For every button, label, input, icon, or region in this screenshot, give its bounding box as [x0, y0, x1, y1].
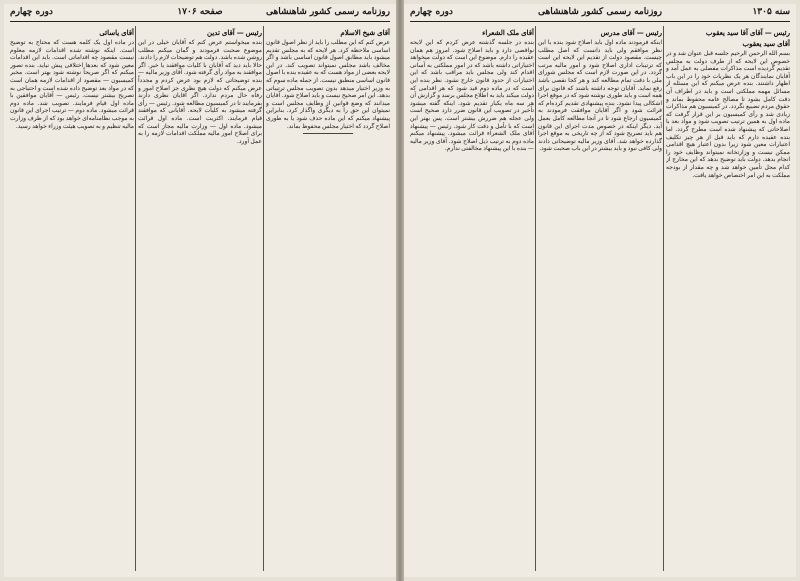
left-header-title: روزنامه رسمی کشور شاهنشاهی	[266, 7, 390, 17]
right-page	[404, 4, 796, 577]
column-text: بسم الله الرحمن الرحیم جلسه قبل عنوان شد و در خصوص این لایحه که از طرف دولت به مجلس تقدیم گردیده است مذاکرات مفصلی به عمل آمد و آقایان نمایندگان هر یک نظریات خود را در این باب اظهار داشتند. بنده عرض میکنم که این مسئله از مسائل مهمه مملکتی است و باید در اطراف آن دقت کامل بشود تا مصالح عامه محفوظ بماند و حقوق مردم تضییع نگردد. در کمیسیون هم مذاکرات زیادی شد و رأی کمیسیون بر این قرار گرفت که ماده اول به همین ترتیب تصویب شود و مواد بعد با اصلاحاتی که پیشنهاد شده است مطرح گردد. اما بنده عقیده دارم که باید قبل از هر چیز تکلیف اعتبارات معین شود زیرا بدون اعتبار هیچ اقدامی ممکن نیست و وزارتخانه نمیتواند وظایف خود را انجام بدهد. دولت باید توضیح بدهد که این مخارج از کدام محل تأمین خواهد شد و چه مقدار از بودجه مملکت به این امر اختصاص خواهد یافت.	[666, 50, 790, 179]
column-text: اینکه فرمودند ماده اول باید اصلاح شود بنده با این نظر موافقم ولی باید دانست که اصل مطلب چیست. مقصود دولت از تقدیم این لایحه این است که ترتیبات اداری اصلاح شود و امور مالیه مرتب گردد. در این صورت لازم است که مجلس شورای ملی با دقت تمام مطالعه کند و هر کجا نقصی باشد رفع نماید. آقایان توجه داشته باشند که قانون برای همه است و باید طوری نوشته شود که در موقع اجرا اشکالی پیدا نشود. بنده پیشنهادی تقدیم کرده‌ام که قرائت شود و اگر آقایان موافقت فرمودند به کمیسیون ارجاع شود تا در آنجا مطالعه کامل بعمل آید. دیگر اینکه در خصوص مدت اجرای این قانون هم باید تصریح شود که از چه تاریخی به موقع اجرا گذارده خواهد شد. آقای وزیر مالیه توضیحاتی دادند ولی کافی نبود و باید بیشتر در این باب صحبت شود.	[538, 39, 662, 153]
right-header-page-number: سنه ۱۳۰۵	[752, 7, 790, 17]
column-text: عرض کنم که این مطلب را باید از نظر اصول قانون اساسی ملاحظه کرد. هر لایحه که به مجلس تقدیم میشود باید مطابق اصول قانون اساسی باشد و اگر مخالف باشد مجلس نمیتواند تصویب کند. در این لایحه بعضی از مواد هست که به عقیده بنده با اصول قانون اساسی منطبق نیست. از جمله ماده سوم که به وزیر اختیار میدهد بدون تصویب مجلس ترتیباتی بدهد. این امر صحیح نیست و باید اصلاح شود. آقایان میدانند که وضع قوانین از وظایف مجلس است و نمیتوان این حق را به دیگری واگذار کرد. بنابراین پیشنهاد میکنم که این ماده حذف شود یا به طوری اصلاح گردد که اختیار مجلس محفوظ بماند.	[266, 39, 390, 130]
speaker-heading: آقای سید یعقوب	[742, 39, 790, 48]
left-page	[4, 4, 396, 577]
right-page-header	[410, 7, 790, 22]
right-header-period: دوره چهارم	[410, 7, 453, 17]
left-header-page-number: صفحه ۱۷۰۶	[177, 7, 223, 17]
column-rule	[263, 26, 264, 571]
left-column-1	[266, 26, 390, 571]
column-text: بنده میخواستم عرض کنم که آقایان خیلی در این موضوع صحبت فرمودند و گمان میکنم مطلب روشن شده باشد. دولت هم توضیحات لازم را دادند. حالا باید دید که آقایان با کلیات موافقند یا خیر. اگر موافقند به مواد رأی گرفته شود. آقای وزیر مالیه — بنده توضیحاتی که لازم بود عرض کردم و مجدداً عرض میکنم که دولت هیچ نظری جز اصلاح امور و رفاه حال مردم ندارد. اگر آقایان نظری دارند بفرمایند تا در کمیسیون مطالعه شود. رئیس — رأی گرفته میشود به کلیات لایحه. آقایانی که موافقند قیام فرمایند. اکثریت است. ماده اول قرائت میشود. ماده اول — وزارت مالیه مجاز است که برای اصلاح امور مالیه مملکت اقدامات لازمه را به عمل آورد.	[138, 39, 262, 145]
speaker-heading: آقای شیخ الاسلام	[340, 28, 390, 37]
column-rule	[663, 26, 664, 571]
left-page-columns	[10, 26, 390, 571]
right-column-2	[538, 26, 662, 571]
speaker-heading: آقای ملک الشعراء	[482, 28, 534, 37]
right-page-columns	[410, 26, 790, 571]
speaker-heading: آقای یاسائی	[99, 28, 134, 37]
column-rule	[135, 26, 136, 571]
column-rule	[535, 26, 536, 571]
right-column-1	[666, 26, 790, 571]
speaker-heading: رئیس — آقای مدرس	[600, 28, 662, 37]
page-gutter	[396, 0, 404, 581]
right-column-3	[410, 26, 534, 571]
left-header-period: دوره چهارم	[10, 7, 53, 17]
column-text: بنده در جلسه گذشته عرض کردم که این لایحه نواقصی دارد و باید اصلاح شود. امروز هم همان عقیده را دارم. موضوع این است که دولت میخواهد اختیاراتی داشته باشد که در امور مملکتی به آسانی اقدام کند ولی مجلس باید مراقب باشد که این اختیارات از حدود قانون خارج نشود. نظر بنده این است که در ماده دوم قید شود که هر اقدامی که دولت میکند باید به اطلاع مجلس برسد و گزارش آن هر سه ماه یکبار تقدیم شود. اینکه گفته میشود تأخیر در تصویب این قانون ضرر دارد صحیح است ولی عجله هم ضررش بیشتر است. پس بهتر این است که با تأمل و دقت کار شود. رئیس — پیشنهاد آقای ملک الشعراء قرائت میشود. پیشنهاد میکنم ماده دوم به ترتیب ذیل اصلاح شود. آقای وزیر مالیه — بنده با این پیشنهاد مخالفتی ندارم.	[410, 39, 534, 153]
right-header-title: روزنامه رسمی کشور شاهنشاهی	[538, 7, 662, 17]
speaker-heading: رئیس — آقای تدین	[207, 28, 262, 37]
speaker-heading: رئیس — آقای آقا سید یعقوب	[705, 28, 790, 37]
column-text: در ماده اول یک کلمه هست که محتاج به توضیح است. اینکه نوشته شده اقدامات لازمه معلوم نیست مقصود چه اقداماتی است. باید این اقدامات معین شود که بعدها اختلافی پیش نیاید. بنده تصور میکنم که اگر صریحاً نوشته شود بهتر است. مخبر کمیسیون — مقصود از اقدامات لازمه همان است که در مواد بعد توضیح داده شده است و احتیاجی به تصریح بیشتر نیست. رئیس — آقایان موافقین با ماده اول قیام فرمایند. تصویب شد. ماده دوم قرائت میشود. ماده دوم — ترتیب اجرای این قانون به موجب نظامنامه‌ای خواهد بود که از طرف وزارت مالیه تنظیم و به تصویب هیئت وزراء خواهد رسید.	[10, 39, 134, 130]
left-column-2	[138, 26, 262, 571]
left-page-header	[10, 7, 390, 22]
section-divider	[303, 133, 353, 134]
left-column-3	[10, 26, 134, 571]
